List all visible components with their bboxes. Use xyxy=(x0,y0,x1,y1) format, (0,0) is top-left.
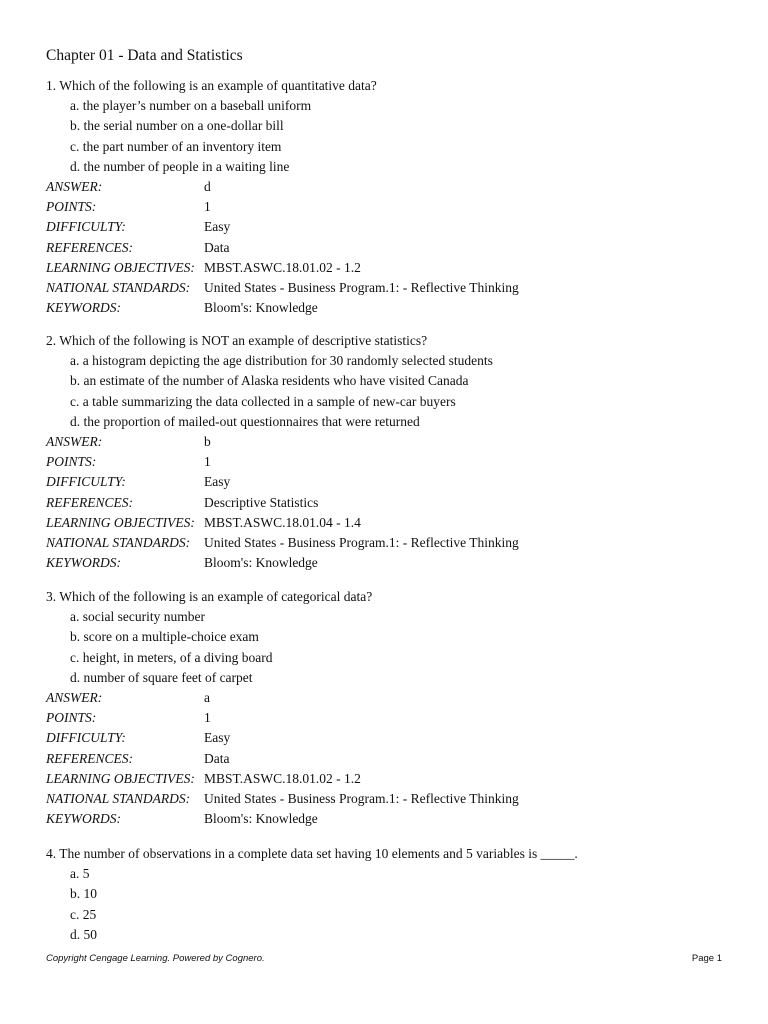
answer-value: a xyxy=(204,689,210,705)
keywords-label: KEYWORDS: xyxy=(46,300,121,316)
question-stem: 2. Which of the following is NOT an example of descriptive statistics? xyxy=(46,333,428,348)
option-c: c. height, in meters, of a diving board xyxy=(70,649,273,665)
option-a: a. the player’s number on a baseball uniform xyxy=(70,98,312,114)
option-a: a. a histogram depicting the age distribution for 30 randomly selected students xyxy=(70,353,493,369)
option-b: b. the serial number on a one-dollar bill xyxy=(70,118,284,134)
answer-label: ANSWER: xyxy=(46,433,103,449)
option-b: b. score on a multiple-choice exam xyxy=(70,629,259,645)
chapter-title: Chapter 01 - Data and Statistics xyxy=(46,47,243,64)
national-standards-label: NATIONAL STANDARDS: xyxy=(46,790,191,806)
question-stem: 3. Which of the following is an example of categorical data? xyxy=(46,589,373,604)
national-standards-value: United States - Business Program.1: - Reflective Thinking xyxy=(204,790,519,806)
option-d: d. number of square feet of carpet xyxy=(70,669,253,685)
difficulty-label: DIFFICULTY: xyxy=(46,474,126,490)
question-3 xyxy=(46,587,746,829)
option-a: a. social security number xyxy=(70,609,205,625)
option-d: d. the number of people in a waiting line xyxy=(70,158,290,174)
option-b: b. 10 xyxy=(70,886,97,902)
keywords-value: Bloom's: Knowledge xyxy=(204,555,318,571)
points-value: 1 xyxy=(204,199,211,215)
difficulty-row xyxy=(46,472,746,492)
keywords-label: KEYWORDS: xyxy=(46,811,121,827)
option-c: c. 25 xyxy=(70,906,97,922)
learning-objectives-row xyxy=(46,513,746,533)
points-row xyxy=(46,197,746,217)
learning-objectives-value: MBST.ASWC.18.01.04 - 1.4 xyxy=(204,514,361,530)
question-4 xyxy=(46,844,746,945)
page-number: Page 1 xyxy=(691,953,722,964)
option-d: d. the proportion of mailed-out questionnaires that were returned xyxy=(70,413,420,429)
question-1 xyxy=(46,76,746,318)
national-standards-label: NATIONAL STANDARDS: xyxy=(46,534,191,550)
points-row xyxy=(46,708,746,728)
points-label: POINTS: xyxy=(46,710,97,726)
points-label: POINTS: xyxy=(46,199,97,215)
answer-row xyxy=(46,177,746,197)
references-row xyxy=(46,749,746,769)
references-label: REFERENCES: xyxy=(46,239,133,255)
footer-copyright: Copyright Cengage Learning. Powered by Cognero. xyxy=(46,953,265,964)
learning-objectives-row xyxy=(46,258,746,278)
difficulty-row xyxy=(46,728,746,748)
answer-value: b xyxy=(204,433,211,449)
keywords-label: KEYWORDS: xyxy=(46,555,121,571)
learning-objectives-label: LEARNING OBJECTIVES: xyxy=(46,259,195,275)
difficulty-label: DIFFICULTY: xyxy=(46,219,126,235)
page-footer xyxy=(46,952,722,966)
question-stem: 1. Which of the following is an example of quantitative data? xyxy=(46,78,377,93)
answer-label: ANSWER: xyxy=(46,178,103,194)
points-label: POINTS: xyxy=(46,454,97,470)
option-d: d. 50 xyxy=(70,926,97,942)
points-value: 1 xyxy=(204,454,211,470)
question-2 xyxy=(46,331,746,573)
keywords-row xyxy=(46,298,746,318)
learning-objectives-row xyxy=(46,769,746,789)
answer-row xyxy=(46,688,746,708)
learning-objectives-label: LEARNING OBJECTIVES: xyxy=(46,770,195,786)
national-standards-row xyxy=(46,789,746,809)
points-value: 1 xyxy=(204,710,211,726)
references-row xyxy=(46,493,746,513)
references-value: Data xyxy=(204,239,230,255)
difficulty-label: DIFFICULTY: xyxy=(46,730,126,746)
answer-row xyxy=(46,432,746,452)
learning-objectives-value: MBST.ASWC.18.01.02 - 1.2 xyxy=(204,770,361,786)
points-row xyxy=(46,452,746,472)
references-value: Data xyxy=(204,750,230,766)
keywords-value: Bloom's: Knowledge xyxy=(204,300,318,316)
references-label: REFERENCES: xyxy=(46,750,133,766)
answer-value: d xyxy=(204,178,211,194)
difficulty-value: Easy xyxy=(204,474,231,490)
keywords-value: Bloom's: Knowledge xyxy=(204,811,318,827)
learning-objectives-value: MBST.ASWC.18.01.02 - 1.2 xyxy=(204,259,361,275)
keywords-row xyxy=(46,553,746,573)
references-value: Descriptive Statistics xyxy=(204,494,319,510)
difficulty-row xyxy=(46,217,746,237)
references-row xyxy=(46,238,746,258)
difficulty-value: Easy xyxy=(204,730,231,746)
difficulty-value: Easy xyxy=(204,219,231,235)
references-label: REFERENCES: xyxy=(46,494,133,510)
national-standards-row xyxy=(46,533,746,553)
national-standards-value: United States - Business Program.1: - Reflective Thinking xyxy=(204,534,519,550)
answer-label: ANSWER: xyxy=(46,689,103,705)
option-a: a. 5 xyxy=(70,866,90,882)
learning-objectives-label: LEARNING OBJECTIVES: xyxy=(46,514,195,530)
national-standards-value: United States - Business Program.1: - Reflective Thinking xyxy=(204,279,519,295)
option-c: c. the part number of an inventory item xyxy=(70,138,282,154)
option-b: b. an estimate of the number of Alaska residents who have visited Canada xyxy=(70,373,469,389)
question-stem: 4. The number of observations in a complete data set having 10 elements and 5 variables is _____. xyxy=(46,846,578,861)
national-standards-row xyxy=(46,278,746,298)
keywords-row xyxy=(46,809,746,829)
national-standards-label: NATIONAL STANDARDS: xyxy=(46,279,191,295)
option-c: c. a table summarizing the data collected in a sample of new-car buyers xyxy=(70,393,456,409)
